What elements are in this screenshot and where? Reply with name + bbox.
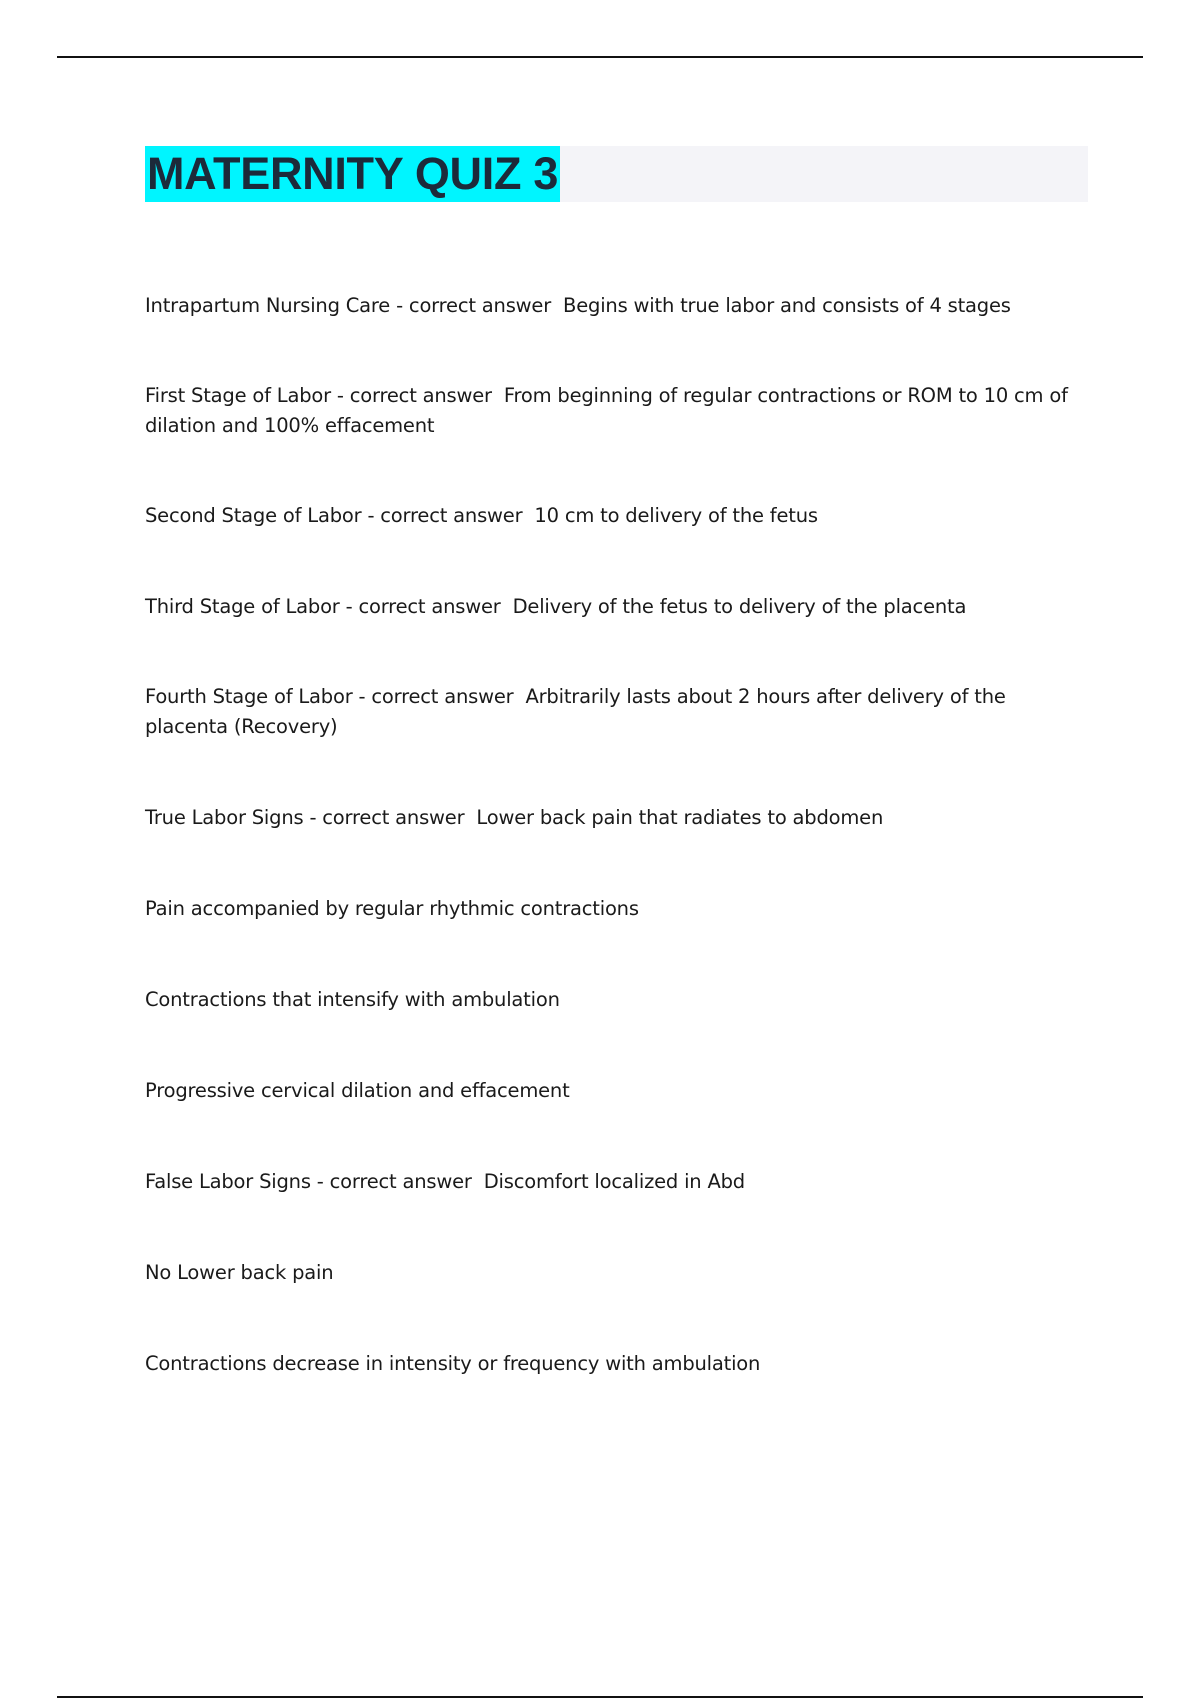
qa-entry [145, 501, 1090, 531]
entry-answer: Delivery of the fetus to delivery of the placenta [512, 595, 967, 618]
qa-entry [145, 291, 1090, 321]
entry-separator: - correct answer [330, 384, 504, 407]
entry-term: False Labor Signs [145, 1170, 311, 1193]
text-line: Pain accompanied by regular rhythmic contractions [145, 897, 639, 920]
entry-term: True Labor Signs [145, 806, 304, 829]
top-rule [57, 56, 1143, 58]
qa-entry [145, 1167, 1090, 1197]
page-title: MATERNITY QUIZ 3 [145, 146, 560, 202]
entry-term: Intrapartum Nursing Care [145, 294, 391, 317]
entry-separator: - correct answer [339, 595, 513, 618]
text-line: Contractions decrease in intensity or frequency with ambulation [145, 1352, 761, 1375]
text-line: Progressive cervical dilation and effacement [145, 1079, 570, 1102]
entry-answer: Arbitrarily lasts about 2 hours after delivery of the placenta (Recovery) [145, 685, 1012, 738]
entry-separator: - correct answer [310, 1170, 484, 1193]
entry-answer: Discomfort localized in Abd [483, 1170, 745, 1193]
text-line: Contractions that intensify with ambulation [145, 988, 560, 1011]
entry-term: First Stage of Labor [145, 384, 331, 407]
entry-answer: Lower back pain that radiates to abdomen [476, 806, 884, 829]
entry-answer: Begins with true labor and consists of 4 stages [563, 294, 1011, 317]
entry-separator: - correct answer [361, 504, 535, 527]
bottom-rule [57, 1696, 1143, 1698]
entry-answer: From beginning of regular contractions or ROM to 10 cm of dilation and 100% effacement [145, 384, 1074, 437]
qa-entry [145, 803, 1090, 833]
entry-separator: - correct answer [352, 685, 526, 708]
entry-answer: 10 cm to delivery of the fetus [534, 504, 818, 527]
qa-entry [145, 381, 1090, 441]
text-line: No Lower back pain [145, 1261, 334, 1284]
entry-term: Third Stage of Labor [145, 595, 340, 618]
entry-separator: - correct answer [303, 806, 477, 829]
entry-term: Fourth Stage of Labor [145, 685, 353, 708]
entry-separator: - correct answer [390, 294, 564, 317]
entry-term: Second Stage of Labor [145, 504, 362, 527]
qa-entry [145, 592, 1090, 622]
qa-entry [145, 682, 1090, 742]
